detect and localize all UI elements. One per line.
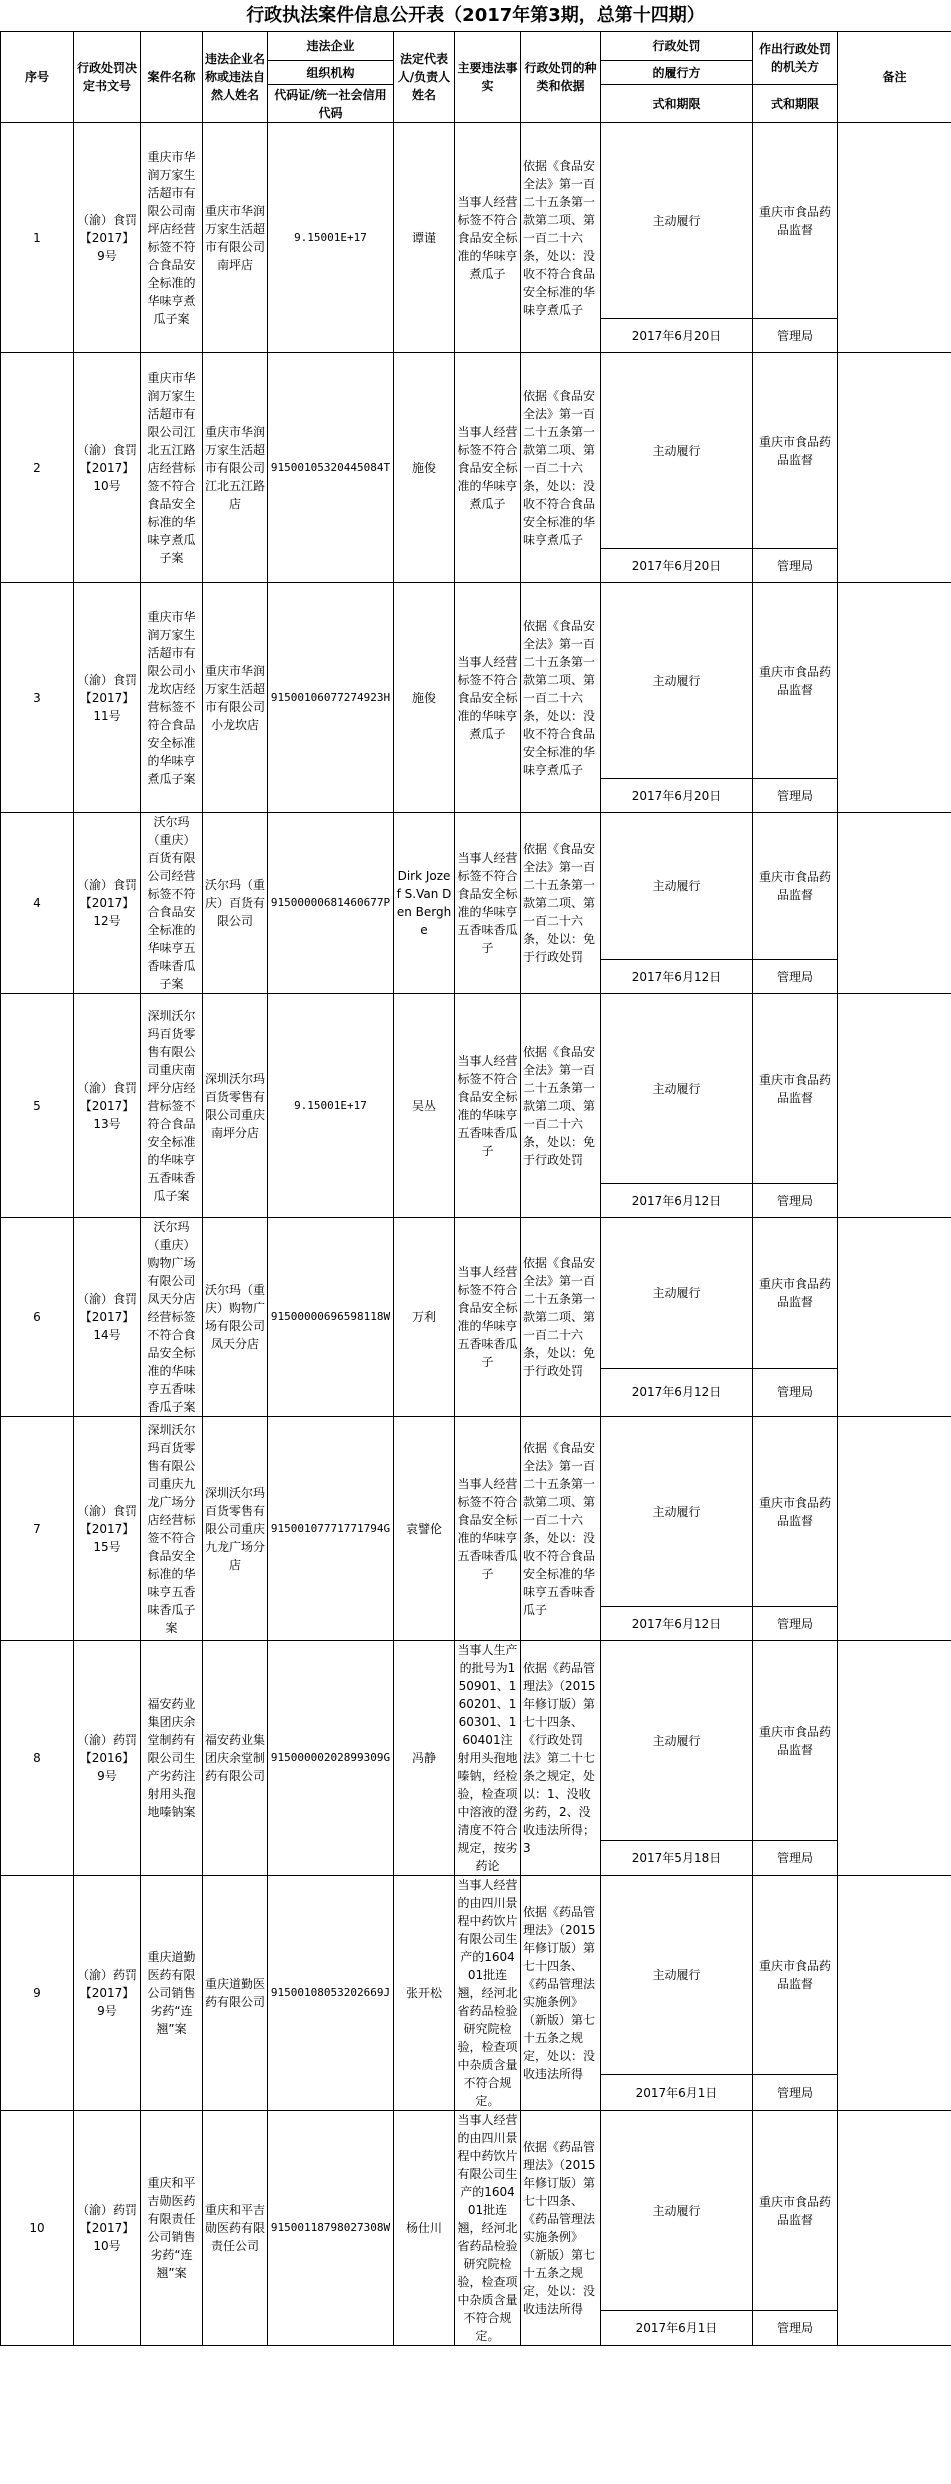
table-row: [1, 123, 951, 319]
row-remark: [838, 123, 951, 353]
row-party-name: 深圳沃尔玛百货零售有限公司重庆九龙广场分店: [203, 1417, 268, 1641]
header-performance-bottom: 式和期限: [601, 85, 753, 123]
row-doc-no: （渝）药罚【2017】10号: [74, 2111, 141, 2346]
row-authority: 重庆市食品药品监督: [753, 1876, 838, 2075]
header-seq: 序号: [1, 32, 74, 123]
row-deadline: 2017年5月18日: [601, 1841, 753, 1876]
row-facts: 当事人经营的由四川景程中药饮片有限公司生产的160401批连翘，经河北省药品检验研究院检验，检查项中杂质含量不符合规定。: [455, 1876, 521, 2111]
row-org-code: 91500000202899309G: [268, 1641, 394, 1876]
row-deadline: 2017年6月1日: [601, 2311, 753, 2346]
row-authority: 重庆市食品药品监督: [753, 994, 838, 1184]
row-seq: 4: [1, 813, 74, 994]
row-seq: 3: [1, 583, 74, 813]
row-penalty-basis: 依据《药品管理法》（2015年修订版）第七十四条、《药品管理法实施条例》（新版）第七十五条之规定，处以：没收违法所得: [521, 1876, 601, 2111]
case-table: [0, 31, 951, 2346]
header-org-code-top: 违法企业: [268, 32, 394, 61]
row-performance: 主动履行: [601, 994, 753, 1184]
row-remark: [838, 2111, 951, 2346]
row-doc-no: （渝）药罚【2017】9号: [74, 1876, 141, 2111]
row-authority: 重庆市食品药品监督: [753, 353, 838, 549]
row-doc-no: （渝）食罚【2017】9号: [74, 123, 141, 353]
row-case-name: 重庆和平吉勋医药有限责任公司销售劣药“连翘”案: [141, 2111, 203, 2346]
row-penalty-basis: 依据《食品安全法》第一百二十五条第一款第二项、第一百二十六条，处以：免于行政处罚: [521, 813, 601, 994]
row-remark: [838, 1876, 951, 2111]
row-performance: 主动履行: [601, 353, 753, 549]
row-deadline: 2017年6月20日: [601, 319, 753, 353]
row-penalty-basis: 依据《药品管理法》（2015年修订版）第七十四条、《行政处罚法》第二十七条之规定，处以：1、没收劣药，2、没收违法所得；3: [521, 1641, 601, 1876]
row-deadline: 2017年6月12日: [601, 1607, 753, 1641]
row-penalty-basis: 依据《食品安全法》第一百二十五条第一款第二项、第一百二十六条，处以：没收不符合食品安全标准的华味亨五香味香瓜子: [521, 1417, 601, 1641]
header-doc-no: 行政处罚决定书文号: [74, 32, 141, 123]
row-party-name: 重庆市华润万家生活超市有限公司南坪店: [203, 123, 268, 353]
row-penalty-basis: 依据《食品安全法》第一百二十五条第一款第二项、第一百二十六条，处以：没收不符合食品安全标准的华味亨煮瓜子: [521, 353, 601, 583]
header-org-code-bottom: 代码证/统一社会信用代码: [268, 85, 394, 123]
row-facts: 当事人经营标签不符合食品安全标准的华味亨煮瓜子: [455, 583, 521, 813]
table-row: [1, 1218, 951, 1369]
header-party-name: 违法企业名称或违法自然人姓名: [203, 32, 268, 123]
row-doc-no: （渝）食罚【2017】13号: [74, 994, 141, 1218]
row-seq: 10: [1, 2111, 74, 2346]
header-performance-top: 行政处罚: [601, 32, 753, 61]
row-case-name: 深圳沃尔玛百货零售有限公司重庆九龙广场分店经营标签不符合食品安全标准的华味亨五香味香瓜子案: [141, 1417, 203, 1641]
row-case-name: 深圳沃尔玛百货零售有限公司重庆南坪分店经营标签不符合食品安全标准的华味亨五香味香瓜子案: [141, 994, 203, 1218]
table-row: [1, 2111, 951, 2311]
row-deadline: 2017年6月12日: [601, 960, 753, 994]
header-facts: 主要违法事实: [455, 32, 521, 123]
row-doc-no: （渝）食罚【2017】15号: [74, 1417, 141, 1641]
row-penalty-basis: 依据《食品安全法》第一百二十五条第一款第二项、第一百二十六条，处以：没收不符合食品安全标准的华味亨煮瓜子: [521, 123, 601, 353]
row-legal-rep: 万利: [394, 1218, 455, 1417]
row-performance: 主动履行: [601, 583, 753, 779]
row-authority: 重庆市食品药品监督: [753, 583, 838, 779]
row-facts: 当事人经营的由四川景程中药饮片有限公司生产的160401批连翘，经河北省药品检验研究院检验，检查项中杂质含量不符合规定。: [455, 2111, 521, 2346]
row-authority: 重庆市食品药品监督: [753, 813, 838, 960]
header-penalty: 行政处罚的种类和依据: [521, 32, 601, 123]
row-remark: [838, 994, 951, 1218]
row-remark: [838, 813, 951, 994]
row-doc-no: （渝）食罚【2017】14号: [74, 1218, 141, 1417]
row-seq: 7: [1, 1417, 74, 1641]
row-performance: 主动履行: [601, 813, 753, 960]
table-row: [1, 813, 951, 960]
row-org-code: 91500000681460677P: [268, 813, 394, 994]
row-legal-rep: 施俊: [394, 583, 455, 813]
row-facts: 当事人生产的批号为150901、160201、160301、160401注射用头孢地嗪钠，经检验，检查项中溶液的澄清度不符合规定，按劣药论: [455, 1641, 521, 1876]
row-deadline: 2017年6月12日: [601, 1184, 753, 1218]
row-seq: 2: [1, 353, 74, 583]
row-performance: 主动履行: [601, 1641, 753, 1841]
header-org-code-mid: 组织机构: [268, 61, 394, 85]
header-case-name: 案件名称: [141, 32, 203, 123]
row-doc-no: （渝）食罚【2017】12号: [74, 813, 141, 994]
row-deadline: 2017年6月12日: [601, 1368, 753, 1416]
row-authority-suffix: 管理局: [753, 960, 838, 994]
header-performance-mid: 的履行方: [601, 61, 753, 85]
row-legal-rep: 袁譬伦: [394, 1417, 455, 1641]
row-org-code: 91500000696598118W: [268, 1218, 394, 1417]
table-body: [1, 123, 951, 2346]
row-authority-suffix: 管理局: [753, 549, 838, 583]
row-party-name: 深圳沃尔玛百货零售有限公司重庆南坪分店: [203, 994, 268, 1218]
row-seq: 6: [1, 1218, 74, 1417]
row-party-name: 重庆和平吉勋医药有限责任公司: [203, 2111, 268, 2346]
row-authority-suffix: 管理局: [753, 2311, 838, 2346]
row-doc-no: （渝）食罚【2017】11号: [74, 583, 141, 813]
row-penalty-basis: 依据《食品安全法》第一百二十五条第一款第二项、第一百二十六条，处以：免于行政处罚: [521, 994, 601, 1218]
row-authority-suffix: 管理局: [753, 2075, 838, 2111]
row-facts: 当事人经营标签不符合食品安全标准的华味亨五香味香瓜子: [455, 1218, 521, 1417]
row-case-name: 重庆市华润万家生活超市有限公司南坪店经营标签不符合食品安全标准的华味亨煮瓜子案: [141, 123, 203, 353]
row-facts: 当事人经营标签不符合食品安全标准的华味亨煮瓜子: [455, 123, 521, 353]
row-remark: [838, 1218, 951, 1417]
row-legal-rep: 杨仕川: [394, 2111, 455, 2346]
row-org-code: 91500107771771794G: [268, 1417, 394, 1641]
row-performance: 主动履行: [601, 123, 753, 319]
row-case-name: 重庆道勤医药有限公司销售劣药“连翘”案: [141, 1876, 203, 2111]
row-doc-no: （渝）食罚【2017】10号: [74, 353, 141, 583]
table-row: [1, 353, 951, 549]
row-case-name: 沃尔玛（重庆）百货有限公司经营标签不符合食品安全标准的华味亨五香味香瓜子案: [141, 813, 203, 994]
row-deadline: 2017年6月20日: [601, 549, 753, 583]
row-authority-suffix: 管理局: [753, 1607, 838, 1641]
row-deadline: 2017年6月1日: [601, 2075, 753, 2111]
row-case-name: 沃尔玛（重庆）购物广场有限公司凤天分店经营标签不符合食品安全标准的华味亨五香味香瓜子案: [141, 1218, 203, 1417]
table-row: [1, 994, 951, 1184]
row-org-code: 9.15001E+17: [268, 123, 394, 353]
header-legal-rep: 法定代表人/负责人姓名: [394, 32, 455, 123]
row-penalty-basis: 依据《食品安全法》第一百二十五条第一款第二项、第一百二十六条，处以：免于行政处罚: [521, 1218, 601, 1417]
row-seq: 9: [1, 1876, 74, 2111]
row-org-code: 91500106077274923H: [268, 583, 394, 813]
row-org-code: 91500118798027308W: [268, 2111, 394, 2346]
row-performance: 主动履行: [601, 1876, 753, 2075]
row-authority: 重庆市食品药品监督: [753, 2111, 838, 2311]
row-facts: 当事人经营标签不符合食品安全标准的华味亨五香味香瓜子: [455, 1417, 521, 1641]
table-row: [1, 1641, 951, 1841]
row-legal-rep: 谭谨: [394, 123, 455, 353]
table-row: [1, 1876, 951, 2075]
row-remark: [838, 1417, 951, 1641]
row-deadline: 2017年6月20日: [601, 779, 753, 813]
row-case-name: 重庆市华润万家生活超市有限公司江北五江路店经营标签不符合食品安全标准的华味亨煮瓜子案: [141, 353, 203, 583]
row-performance: 主动履行: [601, 1218, 753, 1369]
page-title: 行政执法案件信息公开表（2017年第3期，总第十四期）: [246, 5, 705, 26]
row-remark: [838, 1641, 951, 1876]
row-performance: 主动履行: [601, 2111, 753, 2311]
row-authority: 重庆市食品药品监督: [753, 123, 838, 319]
row-legal-rep: 冯静: [394, 1641, 455, 1876]
row-seq: 5: [1, 994, 74, 1218]
header-remark: 备注: [838, 32, 951, 123]
row-legal-rep: 施俊: [394, 353, 455, 583]
row-doc-no: （渝）药罚【2016】9号: [74, 1641, 141, 1876]
row-party-name: 沃尔玛（重庆）购物广场有限公司凤天分店: [203, 1218, 268, 1417]
header-authority-top: 作出行政处罚的机关方: [753, 32, 838, 85]
row-facts: 当事人经营标签不符合食品安全标准的华味亨煮瓜子: [455, 353, 521, 583]
row-remark: [838, 583, 951, 813]
row-seq: 1: [1, 123, 74, 353]
row-authority: 重庆市食品药品监督: [753, 1218, 838, 1369]
row-authority: 重庆市食品药品监督: [753, 1417, 838, 1607]
row-case-name: 重庆市华润万家生活超市有限公司小龙坎店经营标签不符合食品安全标准的华味亨煮瓜子案: [141, 583, 203, 813]
row-org-code: 91500108053202669J: [268, 1876, 394, 2111]
row-authority-suffix: 管理局: [753, 1368, 838, 1416]
row-performance: 主动履行: [601, 1417, 753, 1607]
row-org-code: 9.15001E+17: [268, 994, 394, 1218]
row-party-name: 重庆道勤医药有限公司: [203, 1876, 268, 2111]
row-authority-suffix: 管理局: [753, 1841, 838, 1876]
row-party-name: 沃尔玛（重庆）百货有限公司: [203, 813, 268, 994]
row-authority-suffix: 管理局: [753, 1184, 838, 1218]
row-authority-suffix: 管理局: [753, 319, 838, 353]
row-authority: 重庆市食品药品监督: [753, 1641, 838, 1841]
row-legal-rep: 张开松: [394, 1876, 455, 2111]
table-row: [1, 583, 951, 779]
row-penalty-basis: 依据《食品安全法》第一百二十五条第一款第二项、第一百二十六条，处以：没收不符合食品安全标准的华味亨煮瓜子: [521, 583, 601, 813]
row-penalty-basis: 依据《药品管理法》（2015年修订版）第七十四条、《药品管理法实施条例》（新版）第七十五条之规定，处以：没收违法所得: [521, 2111, 601, 2346]
row-legal-rep: Dirk Jozef S.Van Den Berghe: [394, 813, 455, 994]
row-facts: 当事人经营标签不符合食品安全标准的华味亨五香味香瓜子: [455, 813, 521, 994]
row-org-code: 91500105320445084T: [268, 353, 394, 583]
header-authority-bottom: 式和期限: [753, 85, 838, 123]
row-remark: [838, 353, 951, 583]
table-row: [1, 1417, 951, 1607]
row-party-name: 重庆市华润万家生活超市有限公司江北五江路店: [203, 353, 268, 583]
row-authority-suffix: 管理局: [753, 779, 838, 813]
row-seq: 8: [1, 1641, 74, 1876]
row-party-name: 重庆市华润万家生活超市有限公司小龙坎店: [203, 583, 268, 813]
row-legal-rep: 吴丛: [394, 994, 455, 1218]
row-case-name: 福安药业集团庆余堂制药有限公司生产劣药注射用头孢地嗪钠案: [141, 1641, 203, 1876]
row-party-name: 福安药业集团庆余堂制药有限公司: [203, 1641, 268, 1876]
row-facts: 当事人经营标签不符合食品安全标准的华味亨五香味香瓜子: [455, 994, 521, 1218]
